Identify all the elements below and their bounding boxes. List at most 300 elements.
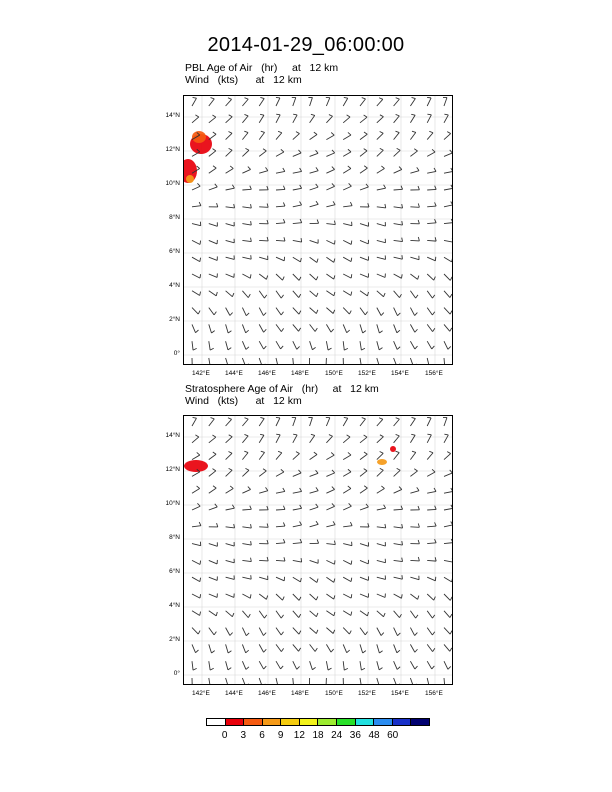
colorbar-label: 12 bbox=[293, 730, 305, 741]
wind-barb bbox=[377, 115, 384, 123]
wind-barb bbox=[226, 132, 232, 140]
wind-barb bbox=[427, 577, 436, 581]
wind-barb bbox=[276, 594, 284, 600]
colorbar bbox=[206, 718, 430, 726]
wind-barb bbox=[377, 308, 384, 316]
panel-1-title-line1: PBL Age of Air (hr) at 12 km bbox=[185, 62, 339, 74]
wind-barb bbox=[192, 257, 201, 261]
wind-barb bbox=[242, 131, 248, 139]
wind-barb bbox=[326, 628, 334, 634]
wind-barb bbox=[276, 611, 284, 618]
wind-barb bbox=[410, 661, 417, 669]
wind-barb bbox=[276, 97, 280, 106]
wind-barb bbox=[394, 291, 402, 298]
wind-barb bbox=[226, 628, 233, 636]
wind-barb bbox=[343, 358, 347, 365]
wind-barb bbox=[410, 114, 415, 123]
wind-barb bbox=[293, 539, 302, 544]
wind-barb bbox=[310, 201, 319, 207]
wind-barb bbox=[209, 435, 216, 443]
wind-barb bbox=[242, 204, 251, 208]
wind-barb bbox=[192, 240, 201, 244]
wind-barb bbox=[259, 114, 264, 123]
wind-barb bbox=[377, 435, 384, 443]
wind-barb bbox=[360, 308, 368, 315]
wind-barb bbox=[427, 451, 433, 459]
wind-barb bbox=[410, 186, 419, 190]
wind-barb bbox=[394, 308, 401, 316]
wind-barb bbox=[209, 452, 216, 460]
wind-barb bbox=[293, 238, 302, 242]
wind-barb bbox=[326, 221, 335, 225]
wind-barb bbox=[343, 257, 352, 261]
wind-barb bbox=[192, 358, 196, 365]
age-of-air-patch bbox=[390, 446, 396, 452]
wind-barb bbox=[209, 644, 215, 653]
wind-barb bbox=[226, 559, 235, 563]
wind-barb bbox=[259, 186, 268, 190]
wind-barb bbox=[343, 594, 352, 598]
wind-barb bbox=[410, 417, 415, 426]
wind-barb bbox=[242, 661, 249, 669]
wind-barb bbox=[209, 628, 217, 635]
wind-barb bbox=[226, 468, 233, 476]
wind-barb bbox=[242, 114, 248, 122]
wind-barb bbox=[226, 611, 234, 617]
wind-barb bbox=[326, 678, 330, 685]
wind-barb bbox=[226, 115, 233, 123]
wind-barb bbox=[377, 661, 383, 670]
wind-barb bbox=[192, 435, 199, 443]
wind-barb bbox=[242, 308, 249, 316]
wind-barb bbox=[326, 644, 333, 652]
wind-barb bbox=[394, 148, 401, 156]
wind-barb bbox=[209, 308, 217, 315]
wind-barb bbox=[192, 661, 197, 670]
wind-barb bbox=[410, 469, 417, 477]
latitude-tick-label: 2°N bbox=[169, 316, 180, 323]
wind-barb bbox=[192, 594, 201, 598]
wind-barb bbox=[394, 114, 400, 122]
wind-barb bbox=[377, 486, 385, 493]
colorbar-label: 3 bbox=[240, 730, 247, 741]
wind-barb bbox=[343, 341, 348, 350]
wind-barb bbox=[209, 678, 214, 685]
wind-barb bbox=[326, 167, 334, 174]
wind-barb bbox=[326, 594, 334, 599]
wind-barb bbox=[377, 131, 383, 139]
wind-barb bbox=[326, 541, 335, 545]
wind-barb bbox=[343, 560, 352, 564]
wind-barb bbox=[226, 166, 234, 173]
wind-barb bbox=[343, 542, 352, 546]
wind-barb bbox=[394, 487, 402, 494]
wind-barb bbox=[259, 434, 264, 443]
wind-barb bbox=[259, 594, 267, 599]
wind-barb bbox=[242, 341, 249, 349]
wind-barb bbox=[427, 644, 435, 651]
wind-barb bbox=[360, 486, 367, 493]
wind-barb bbox=[326, 661, 331, 670]
wind-barb bbox=[377, 559, 386, 563]
wind-barb bbox=[394, 661, 401, 669]
wind-barb bbox=[293, 661, 300, 669]
wind-barb bbox=[192, 678, 196, 685]
wind-barb bbox=[292, 97, 296, 106]
wind-barb bbox=[259, 487, 268, 493]
colorbar-label: 48 bbox=[368, 730, 380, 741]
latitude-tick-label: 4°N bbox=[169, 282, 180, 289]
wind-barb bbox=[343, 503, 351, 510]
wind-barb bbox=[444, 434, 448, 443]
wind-barb bbox=[209, 418, 215, 426]
wind-barb bbox=[394, 98, 400, 106]
wind-barb bbox=[192, 222, 201, 226]
latitude-tick-label: 4°N bbox=[169, 602, 180, 609]
wind-barb bbox=[209, 523, 218, 527]
wind-barb bbox=[192, 577, 201, 581]
wind-barb bbox=[259, 237, 268, 241]
wind-barb bbox=[410, 451, 415, 459]
wind-barb bbox=[444, 611, 452, 618]
wind-barb bbox=[427, 678, 432, 685]
wind-barb bbox=[427, 308, 435, 315]
wind-barb bbox=[326, 560, 335, 564]
wind-barb bbox=[259, 611, 267, 618]
longitude-tick-label: 150°E bbox=[325, 690, 343, 697]
wind-barb bbox=[242, 487, 250, 494]
wind-barb bbox=[326, 308, 334, 314]
wind-barb bbox=[394, 451, 400, 459]
wind-barb bbox=[276, 506, 285, 510]
wind-barb bbox=[276, 678, 281, 685]
wind-barb bbox=[226, 452, 232, 460]
wind-barb bbox=[343, 678, 347, 685]
wind-barb bbox=[293, 678, 297, 685]
panel-2-title-line2: Wind (kts) at 12 km bbox=[185, 395, 302, 407]
wind-barb bbox=[293, 219, 302, 224]
wind-barb bbox=[427, 469, 435, 476]
wind-barb bbox=[276, 341, 283, 349]
wind-barb bbox=[427, 291, 435, 298]
colorbar-label: 36 bbox=[349, 730, 361, 741]
wind-barb bbox=[242, 221, 251, 225]
wind-barb bbox=[276, 168, 285, 173]
wind-barb bbox=[242, 644, 248, 652]
wind-barb bbox=[427, 324, 435, 331]
wind-barb bbox=[259, 506, 268, 510]
wind-barb bbox=[226, 185, 235, 190]
wind-barb bbox=[310, 220, 319, 224]
wind-barb bbox=[242, 434, 248, 442]
wind-barb bbox=[377, 678, 383, 685]
wind-barb bbox=[209, 203, 218, 207]
wind-barb bbox=[377, 324, 383, 333]
wind-barb bbox=[192, 274, 201, 278]
wind-barb bbox=[242, 291, 250, 298]
age-of-air-patch bbox=[184, 460, 208, 472]
wind-barb bbox=[192, 115, 199, 123]
wind-barb bbox=[259, 417, 264, 426]
wind-barb bbox=[276, 131, 282, 139]
wind-barb bbox=[276, 149, 284, 156]
wind-barb bbox=[427, 131, 433, 139]
wind-barb bbox=[259, 557, 268, 561]
wind-barb bbox=[360, 418, 366, 426]
wind-barb bbox=[259, 469, 266, 477]
wind-barb bbox=[326, 503, 334, 510]
wind-barb bbox=[394, 628, 401, 636]
wind-barb bbox=[276, 661, 283, 669]
wind-barb bbox=[377, 98, 383, 106]
wind-barb bbox=[226, 222, 235, 226]
latitude-tick-label: 0° bbox=[173, 670, 180, 677]
wind-barb bbox=[259, 628, 266, 636]
latitude-tick-label: 8°N bbox=[169, 214, 180, 221]
wind-barb bbox=[410, 594, 418, 599]
wind-barb bbox=[310, 114, 315, 122]
wind-barb bbox=[310, 661, 316, 670]
wind-barb bbox=[276, 291, 284, 298]
wind-barb bbox=[209, 240, 218, 244]
wind-barb bbox=[326, 358, 330, 365]
wind-barb bbox=[360, 324, 366, 333]
wind-barb bbox=[276, 186, 285, 190]
wind-barb bbox=[259, 358, 265, 365]
wind-barb bbox=[242, 418, 248, 426]
age-of-air-patch bbox=[186, 175, 194, 183]
wind-barb bbox=[242, 274, 251, 278]
wind-barb bbox=[360, 628, 368, 635]
wind-barb bbox=[293, 611, 301, 618]
wind-barb bbox=[377, 273, 386, 277]
wind-barb bbox=[192, 417, 197, 426]
wind-barb bbox=[326, 324, 333, 332]
wind-barb bbox=[444, 219, 453, 224]
wind-barb bbox=[259, 167, 268, 173]
wind-barb bbox=[360, 469, 367, 477]
wind-barb bbox=[394, 468, 401, 476]
wind-barb bbox=[293, 341, 300, 349]
wind-barb bbox=[360, 240, 369, 244]
longitude-tick-label: 152°E bbox=[358, 690, 376, 697]
wind-barb bbox=[377, 291, 385, 297]
wind-barb bbox=[427, 611, 435, 618]
wind-barb bbox=[242, 575, 251, 579]
colorbar-label: 60 bbox=[387, 730, 399, 741]
wind-barb bbox=[226, 148, 233, 156]
wind-barb bbox=[410, 149, 417, 157]
wind-barb bbox=[427, 114, 431, 123]
wind-barb bbox=[310, 611, 318, 617]
wind-barb bbox=[192, 628, 200, 634]
wind-barb bbox=[309, 678, 313, 685]
wind-barb bbox=[242, 324, 248, 332]
wind-barb bbox=[410, 167, 419, 173]
wind-barb bbox=[377, 204, 386, 208]
wind-barb bbox=[343, 202, 352, 207]
wind-barb bbox=[360, 435, 367, 443]
wind-barb bbox=[326, 240, 335, 244]
wind-barb bbox=[360, 678, 365, 685]
wind-barb bbox=[343, 469, 351, 476]
longitude-tick-label: 146°E bbox=[258, 370, 276, 377]
wind-barb bbox=[242, 678, 248, 685]
wind-barb bbox=[377, 505, 386, 510]
colorbar-swatch bbox=[300, 719, 319, 725]
wind-barb bbox=[326, 487, 334, 494]
wind-barb bbox=[444, 114, 448, 123]
wind-barb bbox=[444, 324, 452, 331]
wind-barb bbox=[293, 201, 302, 206]
longitude-tick-label: 154°E bbox=[391, 370, 409, 377]
wind-barb bbox=[276, 539, 285, 543]
wind-barb bbox=[410, 611, 418, 618]
wind-barb bbox=[259, 97, 264, 106]
wind-barb bbox=[310, 540, 319, 544]
longitude-tick-label: 148°E bbox=[291, 370, 309, 377]
wind-barb bbox=[293, 185, 302, 190]
wind-barb bbox=[276, 417, 280, 426]
wind-barb bbox=[226, 644, 232, 653]
wind-barb bbox=[377, 222, 386, 226]
wind-barb bbox=[209, 358, 214, 365]
wind-barb bbox=[310, 341, 316, 350]
panel-1-title-line2: Wind (kts) at 12 km bbox=[185, 74, 302, 86]
wind-barb bbox=[410, 256, 419, 260]
wind-barb bbox=[427, 434, 431, 443]
latitude-tick-label: 14°N bbox=[165, 432, 180, 439]
wind-barb bbox=[293, 274, 301, 280]
wind-barb bbox=[293, 308, 301, 315]
wind-barb bbox=[192, 324, 199, 332]
colorbar-swatch bbox=[207, 719, 226, 725]
wind-barb bbox=[209, 166, 216, 173]
wind-barb bbox=[360, 560, 369, 564]
stratosphere-age-of-air-map bbox=[183, 415, 453, 685]
wind-barb bbox=[259, 274, 267, 279]
wind-barb bbox=[242, 541, 251, 545]
wind-barb bbox=[226, 505, 235, 510]
wind-barb bbox=[192, 503, 200, 510]
wind-barb bbox=[226, 308, 233, 316]
latitude-tick-label: 12°N bbox=[165, 146, 180, 153]
wind-barb bbox=[343, 661, 348, 670]
wind-barb bbox=[444, 644, 452, 651]
wind-barb bbox=[293, 358, 297, 365]
wind-barb bbox=[360, 661, 365, 670]
wind-barb bbox=[326, 291, 335, 296]
colorbar-swatch bbox=[374, 719, 393, 725]
longitude-tick-label: 150°E bbox=[325, 370, 343, 377]
wind-barb bbox=[226, 486, 234, 493]
wind-barb bbox=[310, 452, 317, 459]
age-of-air-patch bbox=[377, 459, 387, 465]
wind-barb bbox=[410, 506, 419, 510]
wind-barb bbox=[427, 257, 436, 261]
wind-barb bbox=[226, 255, 235, 259]
wind-barb bbox=[377, 239, 386, 243]
wind-barb bbox=[410, 203, 419, 207]
wind-barb bbox=[242, 98, 248, 106]
wind-barb bbox=[259, 256, 268, 260]
colorbar-swatch bbox=[356, 719, 375, 725]
colorbar-swatch bbox=[263, 719, 282, 725]
wind-barb bbox=[444, 488, 453, 493]
colorbar-swatch bbox=[393, 719, 412, 725]
wind-barb bbox=[310, 274, 318, 280]
wind-barb bbox=[209, 256, 218, 260]
wind-barb bbox=[293, 257, 302, 262]
wind-barb bbox=[360, 611, 369, 616]
wind-barb bbox=[394, 131, 400, 139]
wind-barb bbox=[242, 611, 250, 618]
wind-barb bbox=[308, 417, 312, 426]
wind-barb bbox=[394, 418, 400, 426]
wind-barb bbox=[192, 611, 201, 616]
wind-barb bbox=[360, 644, 366, 653]
wind-barb bbox=[377, 644, 383, 653]
wind-barb bbox=[360, 132, 367, 140]
wind-barb bbox=[444, 628, 452, 635]
colorbar-swatch bbox=[226, 719, 245, 725]
latitude-tick-label: 2°N bbox=[169, 636, 180, 643]
wind-barb bbox=[226, 204, 235, 208]
wind-barb bbox=[360, 576, 369, 580]
wind-barb bbox=[343, 644, 349, 652]
wind-barb bbox=[276, 274, 284, 280]
wind-barb bbox=[410, 220, 419, 224]
wind-barb bbox=[410, 628, 417, 636]
colorbar-label: 0 bbox=[221, 730, 228, 741]
wind-barb bbox=[192, 308, 200, 314]
wind-barb bbox=[360, 358, 365, 365]
wind-barb bbox=[343, 97, 348, 106]
wind-barb bbox=[310, 324, 318, 331]
wind-barb bbox=[444, 521, 453, 526]
wind-barb bbox=[276, 522, 285, 526]
wind-barb bbox=[310, 257, 318, 262]
wind-barb bbox=[410, 434, 415, 443]
longitude-tick-label: 154°E bbox=[391, 690, 409, 697]
longitude-tick-label: 146°E bbox=[258, 690, 276, 697]
wind-barb bbox=[259, 678, 265, 685]
wind-barb bbox=[226, 661, 232, 670]
wind-barb bbox=[410, 274, 418, 279]
wind-barb bbox=[360, 166, 367, 173]
map-canvas bbox=[184, 416, 453, 685]
wind-barb bbox=[343, 486, 351, 493]
wind-barb bbox=[293, 324, 301, 331]
wind-barb bbox=[242, 468, 249, 476]
latitude-tick-label: 10°N bbox=[165, 500, 180, 507]
wind-barb bbox=[377, 593, 386, 597]
wind-barb bbox=[410, 97, 415, 106]
wind-barb bbox=[326, 97, 330, 106]
wind-barb bbox=[242, 167, 250, 174]
wind-barb bbox=[242, 524, 251, 528]
wind-barb bbox=[326, 274, 334, 279]
wind-barb bbox=[360, 341, 365, 350]
wind-barb bbox=[209, 469, 216, 477]
wind-barb bbox=[226, 575, 235, 579]
wind-barb bbox=[209, 593, 218, 597]
longitude-tick-label: 144°E bbox=[225, 690, 243, 697]
wind-barb bbox=[377, 255, 386, 259]
wind-barb bbox=[293, 505, 302, 510]
longitude-tick-label: 152°E bbox=[358, 370, 376, 377]
colorbar-swatch bbox=[244, 719, 263, 725]
